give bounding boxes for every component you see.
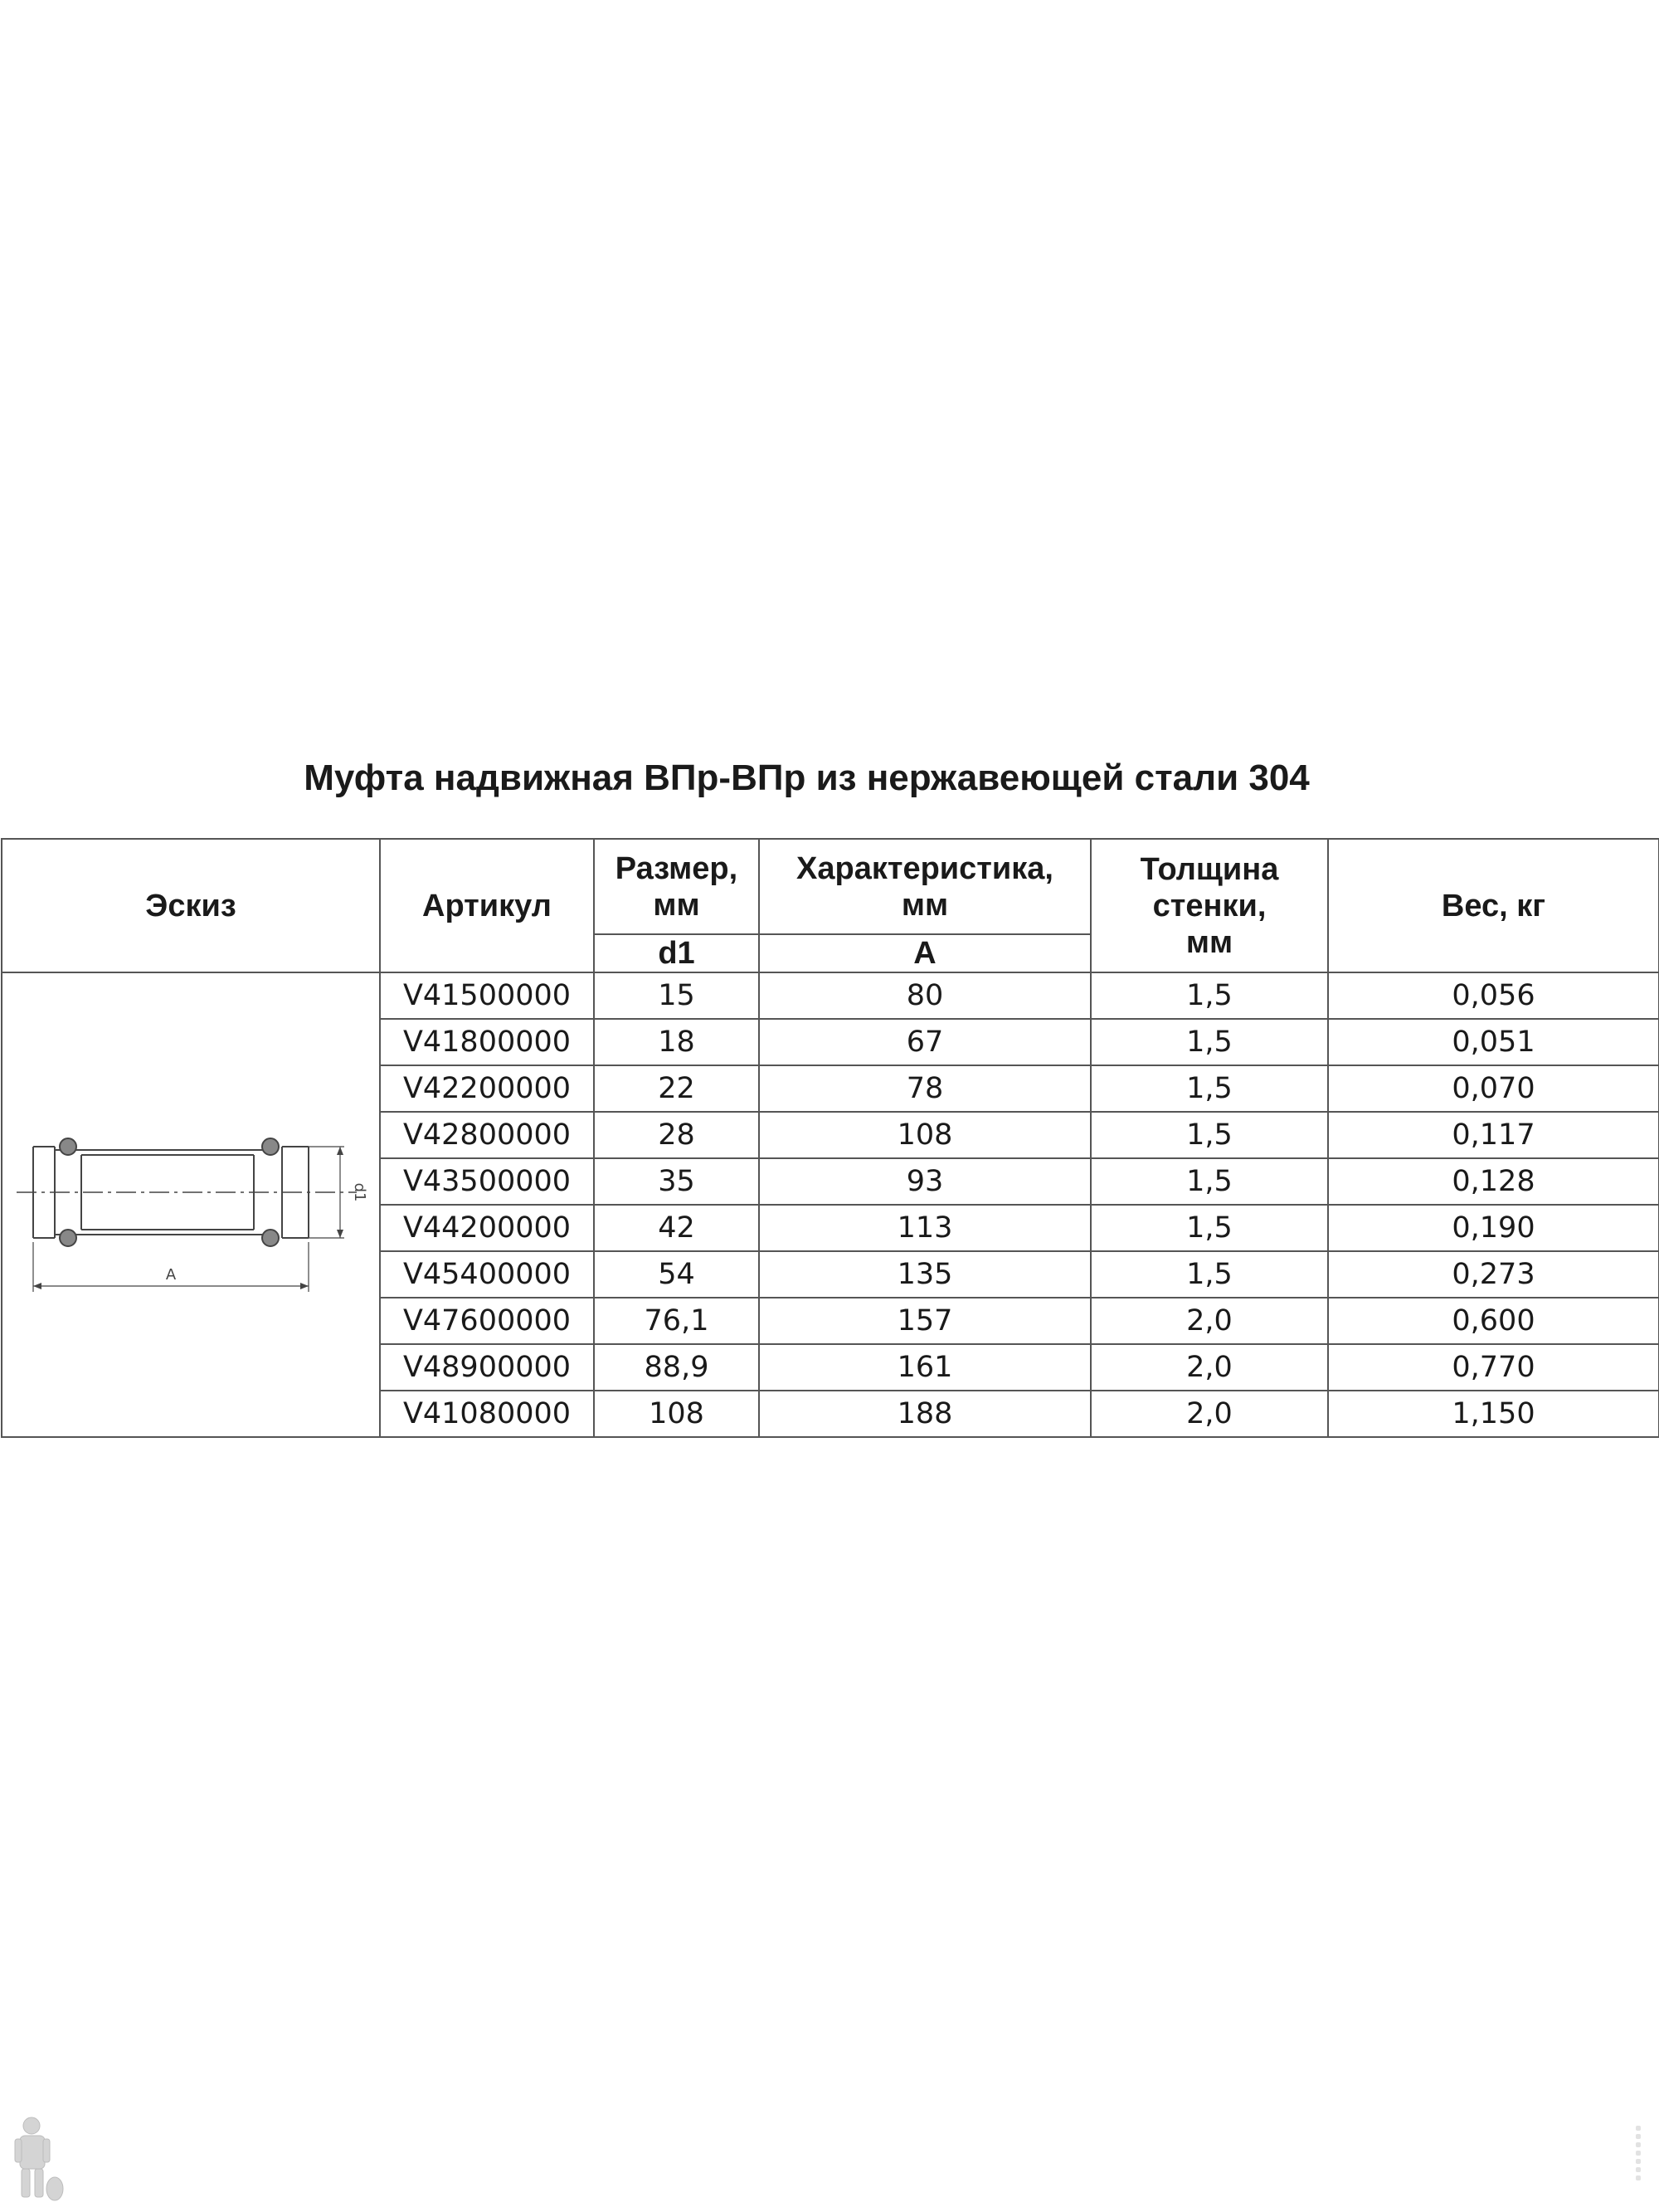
cell-weight: 0,070 (1328, 1065, 1659, 1112)
cell-length-a: 93 (759, 1158, 1091, 1205)
header-size-sub: d1 (594, 934, 759, 972)
cell-article: V45400000 (380, 1251, 594, 1298)
cell-wall-thickness: 2,0 (1091, 1391, 1328, 1437)
cell-weight: 0,128 (1328, 1158, 1659, 1205)
cell-size-d1: 22 (594, 1065, 759, 1112)
cell-size-d1: 88,9 (594, 1344, 759, 1391)
cell-article: V48900000 (380, 1344, 594, 1391)
header-size-label: Размер, мм (615, 850, 738, 923)
header-characteristic-label: Характеристика, мм (796, 850, 1053, 923)
cell-weight: 0,600 (1328, 1298, 1659, 1344)
cell-weight: 0,117 (1328, 1112, 1659, 1158)
cell-wall-thickness: 1,5 (1091, 1065, 1328, 1112)
header-sketch: Эскиз (2, 839, 380, 972)
cell-weight: 1,150 (1328, 1391, 1659, 1437)
cell-article: V44200000 (380, 1205, 594, 1251)
spec-table (1, 838, 1659, 1438)
cell-article: V41800000 (380, 1019, 594, 1065)
cell-length-a: 108 (759, 1112, 1091, 1158)
cell-weight: 0,273 (1328, 1251, 1659, 1298)
header-characteristic-sub: A (759, 934, 1091, 972)
cell-article: V42800000 (380, 1112, 594, 1158)
header-weight: Вес, кг (1328, 839, 1659, 972)
cell-article: V41080000 (380, 1391, 594, 1437)
header-wall-thickness (1091, 839, 1328, 972)
cell-length-a: 78 (759, 1065, 1091, 1112)
watermark-mark-icon (1632, 2124, 1644, 2190)
header-characteristic (759, 839, 1091, 934)
cell-size-d1: 15 (594, 972, 759, 1019)
sketch-cell (2, 972, 380, 1437)
cell-size-d1: 108 (594, 1391, 759, 1437)
cell-article: V43500000 (380, 1158, 594, 1205)
cell-article: V42200000 (380, 1065, 594, 1112)
cell-size-d1: 28 (594, 1112, 759, 1158)
sketch-diameter-label: d1 (351, 1182, 368, 1202)
cell-length-a: 188 (759, 1391, 1091, 1437)
header-wall-line2: стенки, (1152, 888, 1267, 923)
sketch-length-label: A (165, 1266, 177, 1284)
header-wall-line3: мм (1185, 924, 1233, 960)
cell-size-d1: 35 (594, 1158, 759, 1205)
cell-wall-thickness: 1,5 (1091, 1251, 1328, 1298)
cell-length-a: 135 (759, 1251, 1091, 1298)
plumber-mascot-icon (7, 2114, 65, 2205)
cell-wall-thickness: 2,0 (1091, 1298, 1328, 1344)
header-article: Артикул (380, 839, 594, 972)
cell-length-a: 157 (759, 1298, 1091, 1344)
cell-weight: 0,190 (1328, 1205, 1659, 1251)
cell-length-a: 161 (759, 1344, 1091, 1391)
cell-size-d1: 42 (594, 1205, 759, 1251)
cell-weight: 0,051 (1328, 1019, 1659, 1065)
cell-article: V41500000 (380, 972, 594, 1019)
header-wall-line1: Толщина (1140, 851, 1279, 887)
cell-weight: 0,056 (1328, 972, 1659, 1019)
cell-length-a: 80 (759, 972, 1091, 1019)
cell-size-d1: 76,1 (594, 1298, 759, 1344)
cell-size-d1: 18 (594, 1019, 759, 1065)
cell-wall-thickness: 1,5 (1091, 1019, 1328, 1065)
cell-wall-thickness: 1,5 (1091, 1158, 1328, 1205)
cell-weight: 0,770 (1328, 1344, 1659, 1391)
cell-size-d1: 54 (594, 1251, 759, 1298)
cell-length-a: 113 (759, 1205, 1091, 1251)
table-row (2, 972, 1659, 1019)
cell-length-a: 67 (759, 1019, 1091, 1065)
cell-article: V47600000 (380, 1298, 594, 1344)
document-title: Муфта надвижная ВПр-ВПр из нержавеющей стали 304 (304, 758, 1310, 798)
cell-wall-thickness: 1,5 (1091, 972, 1328, 1019)
header-size (594, 839, 759, 934)
cell-wall-thickness: 1,5 (1091, 1112, 1328, 1158)
cell-wall-thickness: 1,5 (1091, 1205, 1328, 1251)
cell-wall-thickness: 2,0 (1091, 1344, 1328, 1391)
coupling-drawing-icon (8, 1097, 373, 1313)
table-body (2, 972, 1659, 1437)
